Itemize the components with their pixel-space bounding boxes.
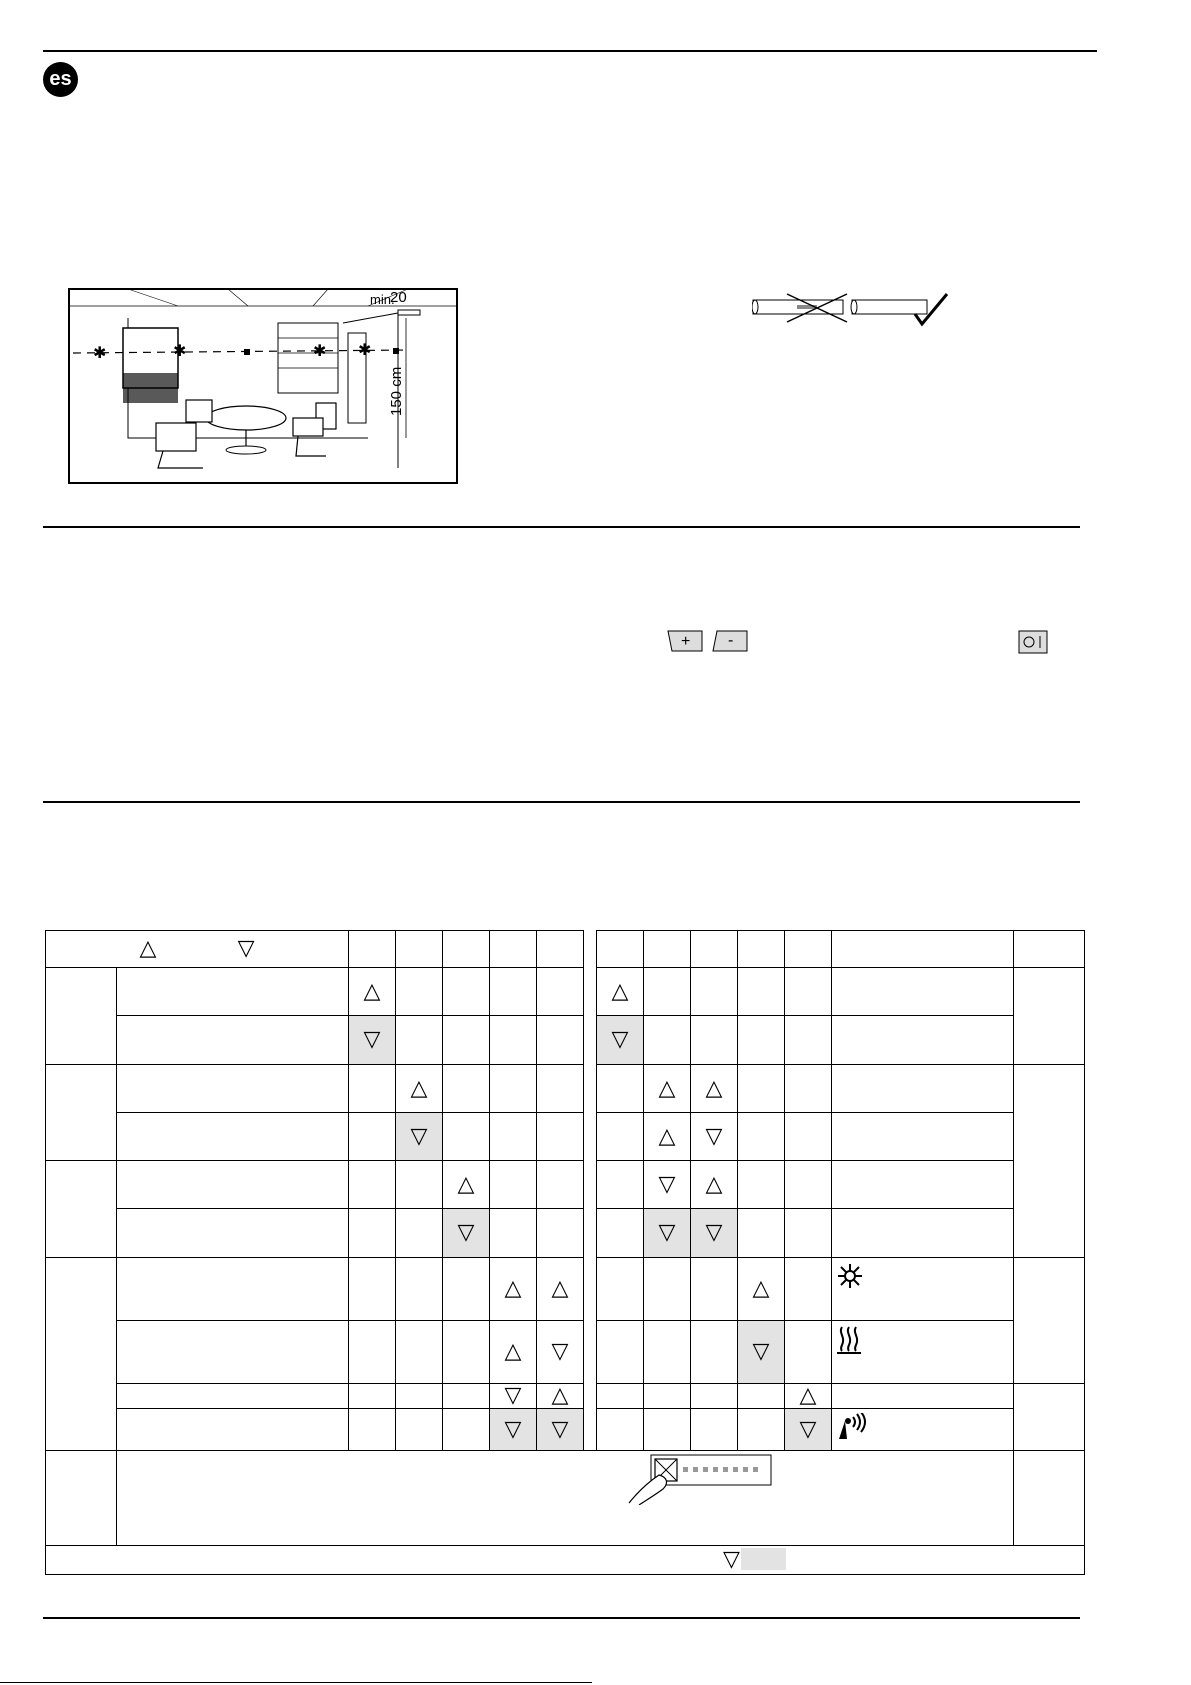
table-row: △ △ [46, 968, 1085, 1016]
table-row: ▽ ▽ [46, 1016, 1085, 1065]
program-key-icon [1018, 630, 1048, 654]
svg-text:✱: ✱ [93, 343, 107, 362]
svg-text:+: + [681, 633, 691, 650]
table-row: △ △ △ [46, 1258, 1085, 1321]
svg-text:-: - [728, 632, 734, 649]
table-footer-row: ▽ [46, 1546, 1085, 1575]
plus-key-icon [667, 630, 703, 652]
wireless-signal-icon [836, 1413, 870, 1441]
minus-key-icon [712, 630, 748, 652]
table-row: ▽ ▽ ▽ [46, 1409, 1085, 1451]
table-row: ▽ △ ▽ [46, 1113, 1085, 1161]
keypad-press-illustration [627, 1453, 772, 1505]
settings-table [45, 930, 1085, 1575]
room-installation-illustration [68, 288, 458, 484]
section-rule-1 [43, 526, 1080, 528]
section-rule-2 [43, 801, 1080, 803]
table-row: △ ▽ ▽ [46, 1321, 1085, 1384]
svg-text:✱: ✱ [173, 341, 187, 360]
svg-text:✱: ✱ [358, 340, 372, 359]
header-cell: △ ▽ [46, 931, 349, 968]
top-rule [43, 50, 1097, 52]
dimension-min-label: min. [370, 292, 395, 307]
dimension-min-value: 20 [390, 289, 407, 306]
table-row: △ ▽ △ [46, 1161, 1085, 1209]
table-header-row [46, 931, 1085, 968]
dimension-height-label: 150 cm [388, 366, 405, 416]
language-badge: es [43, 62, 78, 97]
svg-text:✱: ✱ [313, 341, 327, 360]
table-row: ▽ ▽ ▽ [46, 1209, 1085, 1258]
table-row [46, 1451, 1085, 1546]
snowflake-icon [836, 1262, 864, 1290]
cable-installation-illustration [752, 292, 952, 332]
shaded-marker [741, 1548, 786, 1570]
table-row: ▽ △ △ [46, 1384, 1085, 1409]
bottom-rule [43, 1617, 1080, 1619]
page-edge-line [0, 1682, 592, 1683]
heat-waves-icon [836, 1325, 864, 1355]
table-row: △ △ △ [46, 1065, 1085, 1113]
